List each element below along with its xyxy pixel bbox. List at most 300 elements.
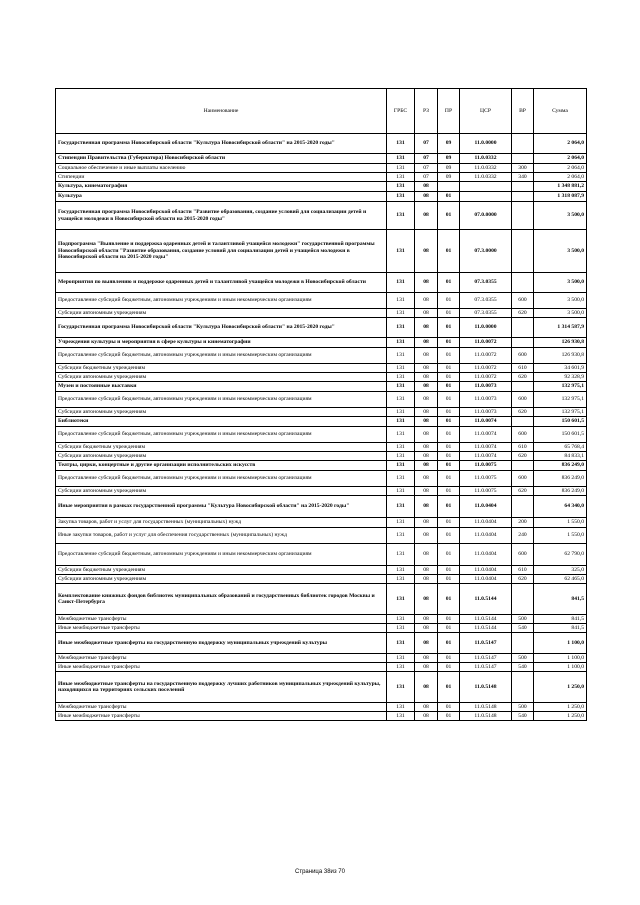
cell-pr: 01 [438,443,460,452]
cell-sum: 841,5 [534,615,587,624]
cell-sum: 841,5 [534,584,587,615]
cell-pr: 01 [438,496,460,518]
cell-pr [438,182,460,192]
cell-grbs: 131 [387,487,415,496]
cell-pr: 01 [438,703,460,712]
cell-rz: 08 [415,575,438,584]
cell-rz: 08 [415,338,438,348]
cell-grbs: 131 [387,615,415,624]
cell-sum: 2 064,0 [534,164,587,173]
table-row [56,338,587,348]
cell-csr: 11.0.0404 [460,518,512,528]
cell-grbs: 131 [387,417,415,427]
cell-rz: 07 [415,154,438,164]
cell-grbs: 131 [387,672,415,703]
table-row [56,654,587,663]
cell-vr [512,461,534,471]
cell-sum: 150 601,5 [534,427,587,443]
cell-pr: 01 [438,584,460,615]
cell-name: Предоставление субсидий бюджетным, автономным учреждениям и иным некоммерческим организациям [56,427,387,443]
cell-sum: 325,0 [534,566,587,575]
table-row [56,633,587,654]
cell-grbs: 131 [387,461,415,471]
cell-pr: 01 [438,382,460,392]
cell-vr: 600 [512,427,534,443]
cell-name: Иные закупки товаров, работ и услуг для обеспечения государственных (муниципальных) нужд [56,528,387,544]
cell-grbs: 131 [387,654,415,663]
cell-vr: 620 [512,408,534,417]
table-row [56,471,587,487]
header-row [56,89,587,134]
table-row [56,293,587,309]
cell-name: Культура [56,192,387,202]
cell-name: Мероприятия по выявлению и поддержке одаренных детей и талантливой учащейся молодежи в Новосибирской области [56,273,387,293]
cell-grbs: 131 [387,471,415,487]
table-row [56,575,587,584]
cell-rz: 08 [415,518,438,528]
cell-name: Иные мероприятия в рамках государственной программы "Культура Новосибирской области" на 2015-2020 годы" [56,496,387,518]
cell-rz: 08 [415,471,438,487]
table-row [56,663,587,672]
cell-pr: 09 [438,173,460,182]
table-row [56,318,587,338]
cell-rz: 08 [415,528,438,544]
header-rz: РЗ [415,89,438,134]
table-row [56,364,587,373]
cell-pr: 01 [438,575,460,584]
table-row [56,154,587,164]
table-row [56,348,587,364]
cell-rz: 08 [415,373,438,382]
cell-csr: 11.0.0332 [460,173,512,182]
cell-grbs: 131 [387,134,415,154]
cell-sum: 1 250,0 [534,712,587,721]
table-row [56,309,587,318]
cell-grbs: 131 [387,624,415,633]
cell-name: Предоставление субсидий бюджетным, автономным учреждениям и иным некоммерческим организациям [56,392,387,408]
cell-grbs: 131 [387,230,415,273]
cell-name: Субсидии автономным учреждениям [56,373,387,382]
table-row [56,392,587,408]
cell-rz: 08 [415,663,438,672]
cell-name: Учреждения культуры и мероприятия в сфере культуры и кинематографии [56,338,387,348]
cell-name: Государственная программа Новосибирской области "Культура Новосибирской области" на 2015-2020 годы" [56,134,387,154]
table-row [56,273,587,293]
cell-pr: 01 [438,192,460,202]
cell-grbs: 131 [387,452,415,461]
cell-sum: 841,5 [534,624,587,633]
cell-grbs: 131 [387,427,415,443]
header-csr: ЦСР [460,89,512,134]
cell-vr [512,134,534,154]
cell-rz: 08 [415,273,438,293]
cell-name: Библиотеки [56,417,387,427]
cell-vr: 540 [512,624,534,633]
cell-sum: 3 500,0 [534,309,587,318]
cell-name: Иные межбюджетные трансферты на государственную поддержку лучших работников муниципальных учреждений культуры, находящихся на территориях сельских поселений [56,672,387,703]
cell-csr: 11.0.0332 [460,154,512,164]
cell-rz: 08 [415,192,438,202]
cell-csr: 11.0.0073 [460,382,512,392]
table-row [56,712,587,721]
cell-name: Межбюджетные трансферты [56,703,387,712]
cell-csr: 11.0.0404 [460,575,512,584]
cell-sum: 1 250,0 [534,703,587,712]
cell-vr: 600 [512,293,534,309]
cell-pr: 01 [438,544,460,566]
cell-grbs: 131 [387,338,415,348]
cell-sum: 64 340,0 [534,496,587,518]
cell-sum: 65 768,4 [534,443,587,452]
cell-rz: 08 [415,443,438,452]
cell-sum: 1 550,0 [534,518,587,528]
cell-sum: 3 500,0 [534,202,587,230]
cell-grbs: 131 [387,584,415,615]
cell-pr: 01 [438,230,460,273]
cell-csr: 11.0.0072 [460,348,512,364]
table-row [56,615,587,624]
cell-csr: 11.0.5148 [460,672,512,703]
cell-vr: 610 [512,364,534,373]
cell-pr: 01 [438,672,460,703]
budget-table [55,88,587,721]
table-row [56,164,587,173]
table-row [56,496,587,518]
cell-grbs: 131 [387,293,415,309]
cell-rz: 08 [415,309,438,318]
header-name: Наименование [56,89,387,134]
cell-vr [512,417,534,427]
cell-vr [512,273,534,293]
cell-pr: 01 [438,633,460,654]
table-row [56,417,587,427]
cell-rz: 08 [415,544,438,566]
cell-grbs: 131 [387,544,415,566]
cell-name: Предоставление субсидий бюджетным, автономным учреждениям и иным некоммерческим организациям [56,348,387,364]
cell-rz: 08 [415,461,438,471]
cell-vr: 610 [512,443,534,452]
cell-rz: 08 [415,293,438,309]
cell-rz: 08 [415,633,438,654]
table-row [56,408,587,417]
cell-sum: 1 314 587,9 [534,318,587,338]
cell-grbs: 131 [387,703,415,712]
cell-grbs: 131 [387,566,415,575]
cell-pr: 01 [438,318,460,338]
cell-csr [460,182,512,192]
cell-name: Стипендии [56,173,387,182]
cell-name: Комплектование книжных фондов библиотек муниципальных образований и государственных библиотек городов Москвы и Санкт-Петербурга [56,584,387,615]
cell-csr: 11.0.0075 [460,487,512,496]
cell-pr: 01 [438,471,460,487]
cell-pr: 01 [438,528,460,544]
cell-grbs: 131 [387,364,415,373]
cell-sum: 62 790,0 [534,544,587,566]
cell-csr: 11.0.0072 [460,364,512,373]
cell-name: Государственная программа Новосибирской области "Культура Новосибирской области" на 2015-2020 годы" [56,318,387,338]
cell-vr [512,672,534,703]
cell-csr: 07.3.0355 [460,309,512,318]
table-row [56,487,587,496]
cell-vr: 200 [512,518,534,528]
cell-csr: 11.0.0075 [460,471,512,487]
cell-grbs: 131 [387,318,415,338]
cell-name: Подпрограмма "Выявление и поддержка одаренных детей и талантливой учащейся молодежи" государственной программы Новосибирской области "Развитие образования, создание условий для социализации детей и учащейся молодежи в Новосибирской области на 2015-2020 годы" [56,230,387,273]
cell-sum: 132 975,1 [534,382,587,392]
cell-csr: 11.0.5147 [460,654,512,663]
cell-sum: 92 328,9 [534,373,587,382]
cell-vr: 620 [512,309,534,318]
cell-csr: 11.0.0000 [460,134,512,154]
cell-grbs: 131 [387,528,415,544]
cell-vr [512,496,534,518]
cell-pr: 01 [438,461,460,471]
cell-rz: 07 [415,164,438,173]
cell-rz: 08 [415,318,438,338]
cell-rz: 07 [415,134,438,154]
cell-sum: 132 975,1 [534,392,587,408]
cell-rz: 08 [415,182,438,192]
cell-csr: 11.0.0074 [460,427,512,443]
cell-csr: 07.3.0355 [460,273,512,293]
header-vr: ВР [512,89,534,134]
table-row [56,382,587,392]
cell-pr: 01 [438,293,460,309]
cell-csr: 07.0.0000 [460,202,512,230]
cell-rz: 08 [415,615,438,624]
table-row [56,584,587,615]
cell-pr: 09 [438,164,460,173]
cell-pr: 01 [438,663,460,672]
table-row [56,566,587,575]
cell-vr: 500 [512,654,534,663]
cell-sum: 1 348 881,2 [534,182,587,192]
cell-vr: 500 [512,615,534,624]
cell-grbs: 131 [387,518,415,528]
cell-name: Субсидии автономным учреждениям [56,452,387,461]
cell-rz: 08 [415,230,438,273]
cell-sum: 3 500,0 [534,293,587,309]
cell-csr: 11.0.5148 [460,703,512,712]
header-sum: Сумма [534,89,587,134]
cell-rz: 08 [415,487,438,496]
cell-sum: 1 100,0 [534,654,587,663]
cell-pr: 01 [438,487,460,496]
cell-grbs: 131 [387,348,415,364]
table-row [56,173,587,182]
cell-grbs: 131 [387,164,415,173]
cell-sum: 2 064,0 [534,134,587,154]
cell-grbs: 131 [387,392,415,408]
cell-grbs: 131 [387,496,415,518]
cell-rz: 08 [415,496,438,518]
cell-pr: 01 [438,518,460,528]
cell-vr [512,230,534,273]
cell-pr: 01 [438,566,460,575]
cell-sum: 2 064,0 [534,173,587,182]
cell-name: Субсидии бюджетным учреждениям [56,364,387,373]
cell-grbs: 131 [387,575,415,584]
cell-name: Субсидии автономным учреждениям [56,408,387,417]
cell-grbs: 131 [387,443,415,452]
cell-grbs: 131 [387,663,415,672]
cell-rz: 08 [415,427,438,443]
cell-vr [512,318,534,338]
cell-csr: 11.0.0000 [460,318,512,338]
cell-pr: 01 [438,712,460,721]
cell-name: Субсидии автономным учреждениям [56,487,387,496]
cell-vr: 610 [512,566,534,575]
table-row [56,528,587,544]
cell-sum: 836 249,0 [534,471,587,487]
cell-pr: 01 [438,408,460,417]
cell-csr: 11.0.0073 [460,392,512,408]
cell-rz: 08 [415,703,438,712]
page-footer: Страница 38из 70 [295,869,345,875]
cell-vr: 600 [512,392,534,408]
cell-name: Иные межбюджетные трансферты на государственную поддержку муниципальных учреждений культуры [56,633,387,654]
table-row [56,461,587,471]
table-row [56,544,587,566]
cell-vr: 500 [512,703,534,712]
cell-vr [512,382,534,392]
cell-vr [512,338,534,348]
cell-csr: 11.0.5144 [460,615,512,624]
cell-grbs: 131 [387,712,415,721]
table-row [56,202,587,230]
cell-name: Субсидии автономным учреждениям [56,575,387,584]
cell-name: Межбюджетные трансферты [56,654,387,663]
cell-name: Предоставление субсидий бюджетным, автономным учреждениям и иным некоммерческим организациям [56,544,387,566]
cell-name: Субсидии бюджетным учреждениям [56,566,387,575]
cell-rz: 08 [415,408,438,417]
table-row [56,443,587,452]
cell-csr: 11.0.0404 [460,528,512,544]
cell-sum: 150 601,5 [534,417,587,427]
table-row [56,672,587,703]
cell-sum: 126 930,8 [534,338,587,348]
cell-name: Субсидии автономным учреждениям [56,309,387,318]
cell-vr: 620 [512,452,534,461]
cell-csr: 11.0.0404 [460,544,512,566]
cell-vr: 540 [512,663,534,672]
cell-sum: 34 601,9 [534,364,587,373]
cell-csr: 11.0.0074 [460,443,512,452]
cell-sum: 1 318 087,9 [534,192,587,202]
cell-sum: 126 930,8 [534,348,587,364]
cell-vr [512,154,534,164]
cell-pr: 09 [438,134,460,154]
cell-vr: 540 [512,712,534,721]
cell-name: Социальное обеспечение и иные выплаты населению [56,164,387,173]
table-row [56,452,587,461]
cell-csr: 11.0.0074 [460,452,512,461]
cell-csr: 07.3.0000 [460,230,512,273]
cell-grbs: 131 [387,633,415,654]
cell-grbs: 131 [387,373,415,382]
cell-sum: 2 064,0 [534,154,587,164]
cell-pr: 01 [438,654,460,663]
table-row [56,134,587,154]
cell-grbs: 131 [387,182,415,192]
cell-rz: 08 [415,202,438,230]
cell-sum: 84 833,1 [534,452,587,461]
cell-name: Стипендии Правительства (Губернатора) Новосибирской области [56,154,387,164]
cell-rz: 07 [415,173,438,182]
cell-vr [512,633,534,654]
cell-sum: 1 550,0 [534,528,587,544]
cell-csr: 07.3.0355 [460,293,512,309]
cell-rz: 08 [415,364,438,373]
cell-sum: 3 500,0 [534,273,587,293]
cell-pr: 01 [438,392,460,408]
cell-vr: 600 [512,544,534,566]
table-row [56,427,587,443]
cell-pr: 01 [438,615,460,624]
cell-name: Закупка товаров, работ и услуг для государственных (муниципальных) нужд [56,518,387,528]
cell-sum: 836 249,0 [534,487,587,496]
cell-vr [512,192,534,202]
cell-sum: 1 250,0 [534,672,587,703]
cell-vr: 620 [512,487,534,496]
cell-grbs: 131 [387,173,415,182]
cell-pr: 01 [438,624,460,633]
cell-name: Иные межбюджетные трансферты [56,624,387,633]
cell-vr [512,202,534,230]
cell-pr: 01 [438,427,460,443]
cell-csr: 11.0.5144 [460,624,512,633]
header-pr: ПР [438,89,460,134]
cell-csr: 11.0.0404 [460,566,512,575]
cell-vr: 600 [512,348,534,364]
cell-name: Иные межбюджетные трансферты [56,712,387,721]
cell-pr: 01 [438,273,460,293]
cell-csr: 11.0.0404 [460,496,512,518]
table-row [56,624,587,633]
cell-name: Межбюджетные трансферты [56,615,387,624]
header-grbs: ГРБС [387,89,415,134]
cell-rz: 08 [415,624,438,633]
cell-vr: 300 [512,164,534,173]
cell-grbs: 131 [387,192,415,202]
table-row [56,373,587,382]
cell-csr: 11.0.0075 [460,461,512,471]
cell-pr: 01 [438,373,460,382]
cell-vr: 240 [512,528,534,544]
cell-rz: 08 [415,417,438,427]
cell-grbs: 131 [387,309,415,318]
cell-csr: 11.0.0074 [460,417,512,427]
cell-name: Культура, кинематография [56,182,387,192]
cell-pr: 01 [438,202,460,230]
table-row [56,230,587,273]
cell-csr: 11.0.5147 [460,663,512,672]
cell-rz: 08 [415,712,438,721]
cell-grbs: 131 [387,202,415,230]
cell-rz: 08 [415,654,438,663]
table-row [56,518,587,528]
cell-rz: 08 [415,392,438,408]
cell-csr: 11.0.5148 [460,712,512,721]
cell-name: Государственная программа Новосибирской области "Развитие образования, создание условий для социализации детей и учащейся молодежи в Новосибирской области на 2015-2020 годы" [56,202,387,230]
cell-name: Субсидии бюджетным учреждениям [56,443,387,452]
cell-csr: 11.0.0072 [460,338,512,348]
cell-name: Предоставление субсидий бюджетным, автономным учреждениям и иным некоммерческим организациям [56,471,387,487]
cell-csr: 11.0.0332 [460,164,512,173]
cell-name: Музеи и постоянные выставки [56,382,387,392]
cell-vr: 600 [512,471,534,487]
cell-pr: 01 [438,338,460,348]
